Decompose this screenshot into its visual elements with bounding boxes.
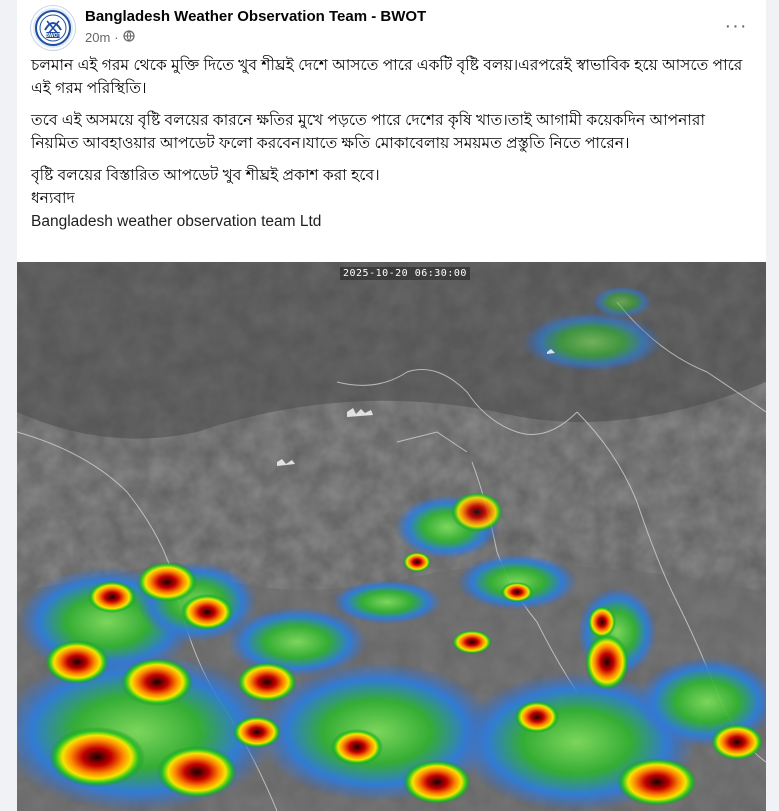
more-options-icon[interactable]: ··· [724, 14, 748, 37]
post-paragraph-1: চলমান এই গরম থেকে মুক্তি দিতে খুব শীঘ্রই দেশে আসতে পারে একটি বৃষ্টি বলয়।এরপরেই স্বাভাবিক হয়ে আসতে পারে এই গরম পরিস্থিতি। [31, 57, 743, 97]
satellite-image[interactable] [17, 262, 766, 811]
post-body [31, 54, 756, 233]
post-meta [85, 30, 135, 45]
satellite-map [17, 262, 766, 811]
page-name-link[interactable]: Bangladesh Weather Observation Team - BWOT [85, 8, 427, 25]
post-card [17, 0, 766, 811]
post-signature: Bangladesh weather observation team Ltd [31, 213, 322, 230]
post-time[interactable]: 20m [85, 30, 111, 45]
globe-icon [123, 30, 135, 45]
page-avatar-logo [33, 8, 73, 48]
meta-separator: · [114, 30, 119, 45]
post-header [31, 6, 756, 50]
page-avatar[interactable] [31, 6, 75, 50]
post-paragraph-2: তবে এই অসময়ে বৃষ্টি বলয়ের কারনে ক্ষতির মুখে পড়তে পারে দেশের কৃষি খাত।তাই আগামী কয়েকদিন আপনারা নিয়মিত আবহাওয়ার আপডেট ফলো করবেন।যাতে ক্ষতি মোকাবেলায় সময়মত প্রস্তুতি নিতে পারেন। [31, 112, 705, 152]
svg-text:BWOT: BWOT [45, 33, 61, 39]
image-timestamp: 2025-10-20 06:30:00 [340, 267, 470, 280]
post-paragraph-3: বৃষ্টি বলয়ের বিস্তারিত আপডেট খুব শীঘ্রই প্রকাশ করা হবে। [31, 167, 380, 184]
post-thanks: ধন্যবাদ [31, 190, 75, 207]
